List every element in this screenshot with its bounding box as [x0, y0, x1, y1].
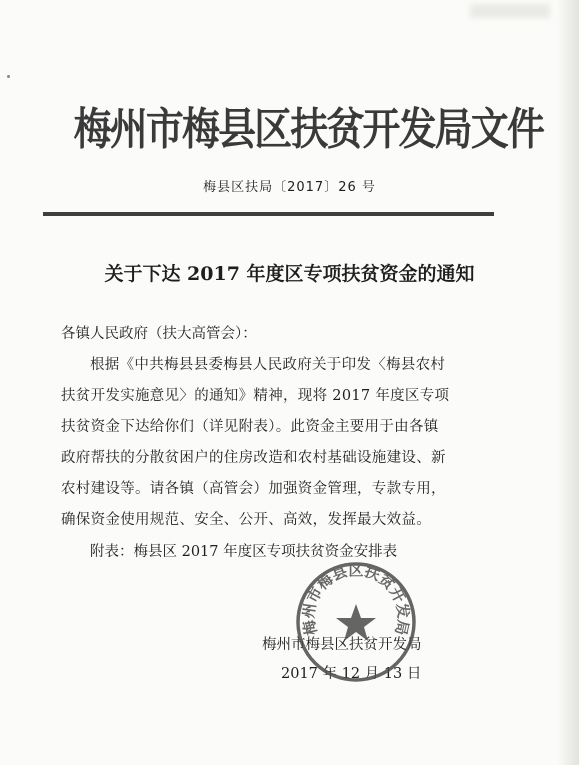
seal-arc-text: 梅州市梅县区扶贫开发局 — [299, 561, 413, 637]
body-line: 确保资金使用规范、安全、公开、高效，发挥最大效益。 — [61, 512, 431, 528]
issuer-name: 梅州市梅县区扶贫开发局 — [262, 637, 422, 653]
official-seal-stamp — [294, 560, 418, 684]
body-line: 农村建设等。请各镇（高管会）加强资金管理，专款专用， — [61, 481, 446, 497]
document-number: 梅县区扶局〔2017〕26 号 — [203, 180, 376, 195]
document-header-title: 梅州市梅县区扶贫开发局文件 — [73, 104, 544, 155]
margin-mark — [7, 75, 10, 78]
addressee: 各镇人民政府（扶大高管会）： — [61, 326, 257, 342]
seal-star-icon — [336, 604, 376, 641]
body-line: 扶贫开发实施意见〉的通知》精神，现将 2017 年度区专项 — [61, 388, 450, 404]
header-divider — [43, 212, 494, 216]
notice-title: 关于下达 2017 年度区专项扶贫资金的通知 — [104, 263, 475, 285]
attachment-note: 附表：梅县区 2017 年度区专项扶贫资金安排表 — [90, 544, 398, 560]
issue-date: 2017 年 12 月 13 日 — [281, 666, 422, 682]
body-line: 扶贫资金下达给你们（详见附表）。此资金主要用于由各镇 — [61, 419, 439, 435]
scan-edge-shadow — [557, 0, 579, 765]
scan-smudge — [470, 4, 550, 18]
body-line: 政府帮扶的分散贫困户的住房改造和农村基础设施建设、新 — [61, 450, 446, 466]
body-line: 根据《中共梅县县委梅县人民政府关于印发〈梅县农村 — [90, 357, 446, 373]
